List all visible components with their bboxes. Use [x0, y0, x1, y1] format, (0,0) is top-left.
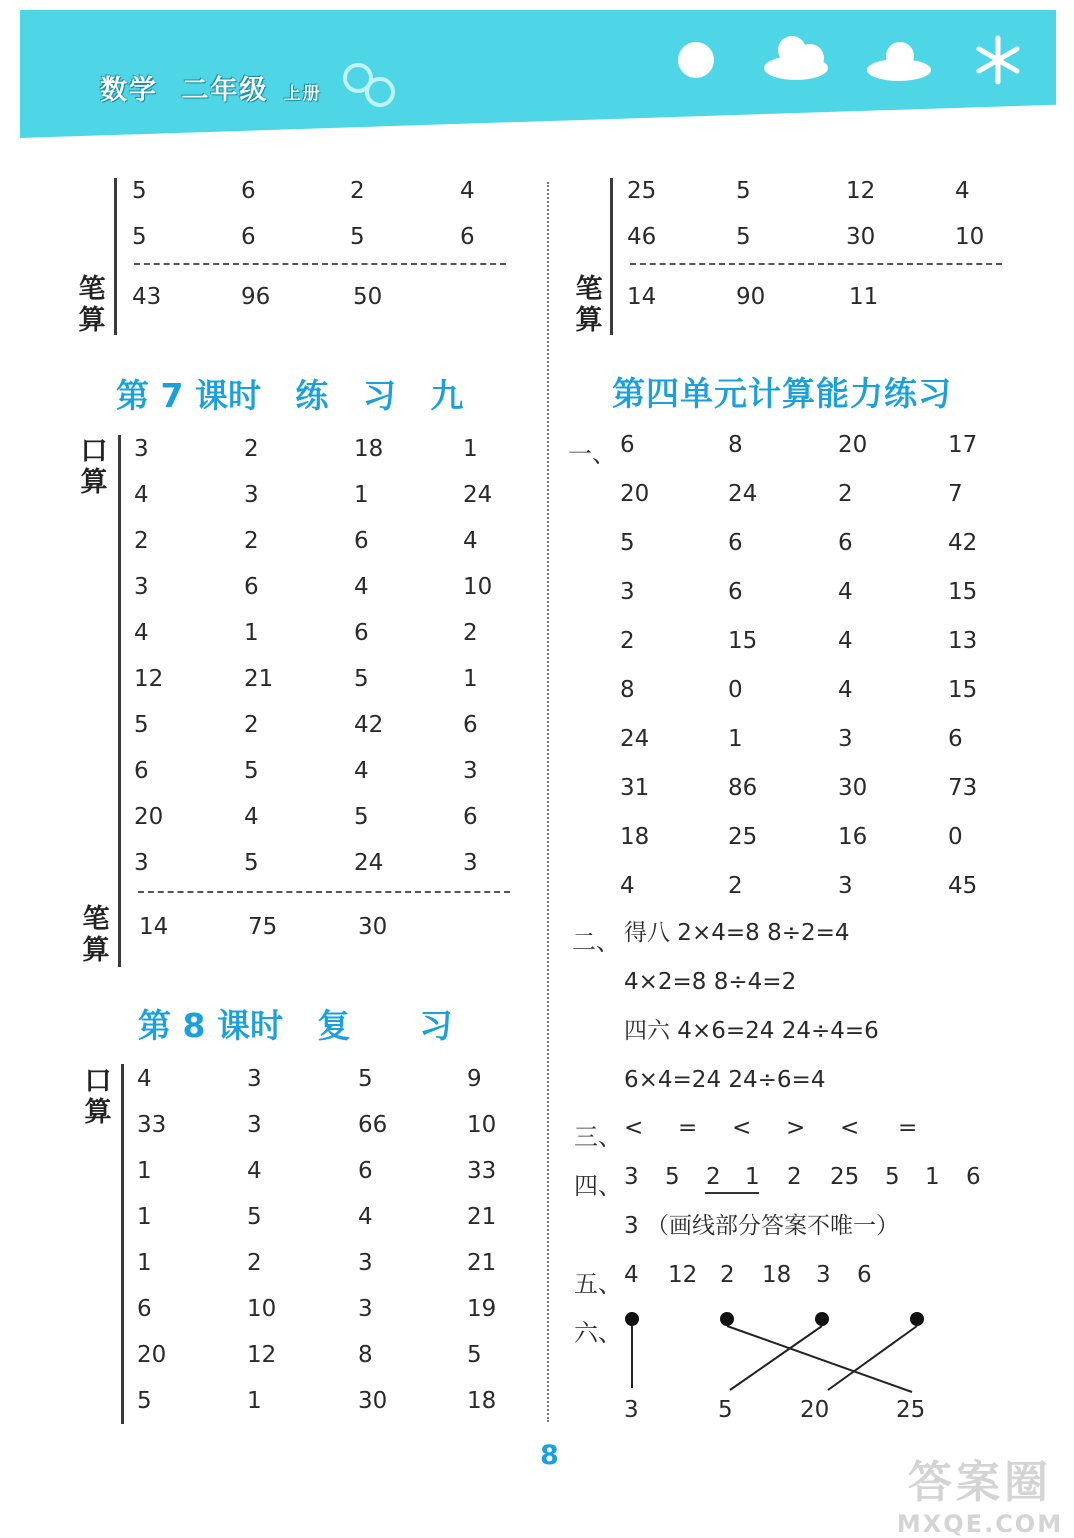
- answer-cell: 6: [241, 224, 256, 250]
- answer-cell: 3: [838, 873, 853, 899]
- answer-cell: 6: [460, 224, 475, 250]
- lesson7-bar: [118, 435, 121, 967]
- answer-cell: 3: [358, 1250, 373, 1276]
- answer-cell: 96: [241, 284, 271, 310]
- answer-cell: 24: [620, 726, 650, 752]
- answer-cell: 5: [247, 1204, 262, 1230]
- match-line: [730, 1326, 822, 1390]
- answer-cell: 5: [354, 666, 369, 692]
- answer-cell: 5: [354, 804, 369, 830]
- answer-cell: 4: [354, 758, 369, 784]
- answer-cell: 86: [728, 775, 758, 801]
- answer-cell: 10: [463, 574, 493, 600]
- left-top-dash: [134, 263, 506, 265]
- answer-cell: 2: [728, 873, 743, 899]
- answer-cell: 75: [248, 914, 278, 940]
- unit4-title: 第四单元计算能力练习: [612, 374, 952, 413]
- answer-cell: 1: [137, 1250, 152, 1276]
- volume: 上册: [283, 84, 322, 104]
- answer-cell: 30: [358, 1388, 388, 1414]
- answer-cell: 21: [467, 1204, 497, 1230]
- answer-cell: 5: [134, 712, 149, 738]
- answer-cell: 42: [354, 712, 384, 738]
- answer-cell: 8: [620, 677, 635, 703]
- answer-cell: 10: [955, 224, 985, 250]
- answer-cell: <: [732, 1115, 752, 1141]
- answer-cell: 4: [247, 1158, 262, 1184]
- q4-note: 3 （画线部分答案不唯一）: [624, 1213, 899, 1239]
- answer-cell: 66: [358, 1112, 388, 1138]
- answer-cell: 6: [948, 726, 963, 752]
- answer-cell: 24: [728, 481, 758, 507]
- answer-cell: 5: [736, 224, 751, 250]
- answer-cell: 31: [620, 775, 650, 801]
- q2-prefix: 二、: [572, 928, 620, 956]
- lesson7-dash: [138, 891, 510, 893]
- answer-cell: 1: [463, 666, 478, 692]
- answer-cell: 1: [137, 1158, 152, 1184]
- answer-cell: 4: [137, 1066, 152, 1092]
- right-top-dash: [630, 263, 1002, 265]
- answer-cell: 43: [132, 284, 162, 310]
- answer-cell: 6: [354, 620, 369, 646]
- answer-cell: 3: [244, 482, 259, 508]
- answer-cell: =: [678, 1115, 698, 1141]
- right-top-bar: [610, 178, 613, 335]
- answer-cell: 4: [358, 1204, 373, 1230]
- answer-cell: 2: [350, 178, 365, 204]
- answer-cell: 50: [353, 284, 383, 310]
- answer-cell: 25: [830, 1164, 860, 1190]
- answer-cell: 2: [244, 528, 259, 554]
- answer-cell: 6: [241, 178, 256, 204]
- answer-cell: <: [840, 1115, 860, 1141]
- answer-cell: 5: [132, 224, 147, 250]
- answer-cell: 3: [247, 1112, 262, 1138]
- watermark-text: 答案圈: [908, 1457, 1052, 1508]
- snowflake-icon: [972, 34, 1024, 86]
- answer-cell: 4: [620, 873, 635, 899]
- answer-cell: 6: [358, 1158, 373, 1184]
- answer-cell: 24: [463, 482, 493, 508]
- answer-cell: 1: [745, 1164, 760, 1190]
- answer-cell: 5: [736, 178, 751, 204]
- answer-cell: 3: [134, 436, 149, 462]
- answer-cell: 42: [948, 530, 978, 556]
- answer-cell: 18: [467, 1388, 497, 1414]
- answer-cell: 33: [467, 1158, 497, 1184]
- answer-cell: 4: [134, 620, 149, 646]
- answer-cell: 4: [244, 804, 259, 830]
- answer-cell: 7: [948, 481, 963, 507]
- answer-cell: 2: [244, 436, 259, 462]
- answer-cell: 0: [948, 824, 963, 850]
- answer-cell: 6: [966, 1164, 981, 1190]
- answer-cell: 12: [846, 178, 876, 204]
- answer-cell: 1: [137, 1204, 152, 1230]
- answer-cell: 13: [948, 628, 978, 654]
- q2-line: 得八 2×4=8 8÷2=4: [624, 920, 850, 946]
- answer-cell: 19: [467, 1296, 497, 1322]
- answer-cell: 6: [857, 1262, 872, 1288]
- answer-cell: 3: [624, 1397, 639, 1423]
- answer-cell: 5: [244, 758, 259, 784]
- answer-cell: 15: [948, 677, 978, 703]
- answer-cell: 1: [244, 620, 259, 646]
- answer-cell: 6: [137, 1296, 152, 1322]
- answer-cell: 12: [247, 1342, 277, 1368]
- written-label: 笔算: [575, 274, 603, 336]
- answer-cell: 14: [139, 914, 169, 940]
- answer-cell: 3: [463, 758, 478, 784]
- lesson8-title: 第 8 课时 复 习: [138, 1006, 453, 1045]
- answer-cell: 0: [728, 677, 743, 703]
- answer-cell: 2: [706, 1164, 721, 1190]
- answer-cell: 5: [467, 1342, 482, 1368]
- answer-cell: 6: [244, 574, 259, 600]
- answer-cell: 21: [244, 666, 274, 692]
- answer-cell: 5: [350, 224, 365, 250]
- answer-cell: 25: [728, 824, 758, 850]
- answer-cell: 3: [838, 726, 853, 752]
- match-dot: [625, 1312, 639, 1326]
- answer-cell: 3: [463, 850, 478, 876]
- lesson8-bar: [121, 1064, 124, 1424]
- answer-cell: 2: [838, 481, 853, 507]
- answer-cell: 1: [247, 1388, 262, 1414]
- answer-cell: 20: [620, 481, 650, 507]
- answer-cell: 46: [627, 224, 657, 250]
- answer-cell: 2: [720, 1262, 735, 1288]
- answer-cell: 20: [800, 1397, 830, 1423]
- answer-cell: 6: [838, 530, 853, 556]
- column-divider: [547, 182, 549, 1422]
- written-label: 笔算: [82, 904, 110, 966]
- answer-cell: 30: [838, 775, 868, 801]
- answer-cell: 6: [728, 579, 743, 605]
- answer-cell: 5: [718, 1397, 733, 1423]
- answer-cell: 2: [247, 1250, 262, 1276]
- answer-cell: 14: [627, 284, 657, 310]
- answer-cell: 24: [354, 850, 384, 876]
- answer-cell: 4: [624, 1262, 639, 1288]
- watermark-url: MXQE.COM: [896, 1510, 1064, 1538]
- answer-cell: 4: [463, 528, 478, 554]
- answer-cell: 8: [358, 1342, 373, 1368]
- answer-cell: 2: [134, 528, 149, 554]
- answer-cell: 21: [467, 1250, 497, 1276]
- answer-cell: 1: [925, 1164, 940, 1190]
- match-line: [727, 1326, 912, 1392]
- answer-cell: 4: [838, 579, 853, 605]
- answer-cell: 18: [762, 1262, 792, 1288]
- page-number: 8: [540, 1440, 559, 1471]
- answer-cell: 5: [358, 1066, 373, 1092]
- oral-label: 口算: [84, 1066, 112, 1128]
- answer-cell: 3: [620, 579, 635, 605]
- answer-cell: 9: [467, 1066, 482, 1092]
- written-label: 笔算: [78, 274, 106, 336]
- sun-icon: [674, 34, 718, 84]
- logo-icon: [340, 62, 400, 108]
- answer-cell: 5: [132, 178, 147, 204]
- answer-cell: 5: [620, 530, 635, 556]
- answer-cell: 3: [134, 850, 149, 876]
- answer-cell: 10: [247, 1296, 277, 1322]
- answer-cell: =: [898, 1115, 918, 1141]
- match-dot: [815, 1312, 829, 1326]
- answer-cell: 30: [846, 224, 876, 250]
- answer-cell: 6: [134, 758, 149, 784]
- q4-underline: [705, 1192, 759, 1194]
- answer-cell: 5: [665, 1164, 680, 1190]
- answer-cell: 3: [134, 574, 149, 600]
- answer-cell: 2: [463, 620, 478, 646]
- answer-cell: 3: [358, 1296, 373, 1322]
- match-dot: [910, 1312, 924, 1326]
- answer-cell: 20: [134, 804, 164, 830]
- answer-cell: 6: [354, 528, 369, 554]
- answer-cell: 3: [247, 1066, 262, 1092]
- answer-cell: 1: [728, 726, 743, 752]
- answer-cell: 3: [624, 1164, 639, 1190]
- answer-cell: 8: [728, 432, 743, 458]
- answer-cell: 4: [838, 677, 853, 703]
- answer-cell: 10: [467, 1112, 497, 1138]
- answer-cell: 17: [948, 432, 978, 458]
- answer-cell: <: [624, 1115, 644, 1141]
- answer-cell: 4: [955, 178, 970, 204]
- subject: 数学: [100, 75, 158, 106]
- answer-cell: 4: [354, 574, 369, 600]
- answer-cell: 18: [354, 436, 384, 462]
- left-top-bar: [114, 178, 117, 335]
- header-title: [100, 68, 322, 107]
- q4-prefix: 四、: [574, 1172, 622, 1200]
- answer-cell: 2: [787, 1164, 802, 1190]
- q1-prefix: 一、: [568, 440, 616, 468]
- answer-cell: 2: [620, 628, 635, 654]
- answer-cell: 20: [137, 1342, 167, 1368]
- q5-prefix: 五、: [574, 1270, 622, 1298]
- answer-cell: 16: [838, 824, 868, 850]
- cloudy-icon: [762, 34, 834, 86]
- answer-cell: >: [786, 1115, 806, 1141]
- q2-line: 四六 4×6=24 24÷4=6: [624, 1018, 879, 1044]
- answer-cell: 30: [358, 914, 388, 940]
- answer-cell: 6: [620, 432, 635, 458]
- answer-cell: 1: [354, 482, 369, 508]
- answer-cell: 12: [134, 666, 164, 692]
- watermark: [890, 1446, 1070, 1538]
- grade: 二年级: [181, 75, 269, 106]
- lesson7-title: 第 7 课时 练 习 九: [116, 376, 464, 415]
- answer-cell: 4: [838, 628, 853, 654]
- q2-line: 6×4=24 24÷6=4: [624, 1067, 826, 1093]
- answer-cell: 5: [885, 1164, 900, 1190]
- match-dot: [720, 1312, 734, 1326]
- answer-cell: 90: [736, 284, 766, 310]
- answer-cell: 6: [728, 530, 743, 556]
- answer-cell: 4: [134, 482, 149, 508]
- answer-cell: 12: [668, 1262, 698, 1288]
- answer-cell: 15: [948, 579, 978, 605]
- answer-cell: 18: [620, 824, 650, 850]
- answer-cell: 25: [896, 1397, 926, 1423]
- cloud-icon: [864, 34, 934, 86]
- answer-cell: 45: [948, 873, 978, 899]
- q3-prefix: 三、: [574, 1123, 622, 1151]
- answer-cell: 5: [244, 850, 259, 876]
- answer-cell: 1: [463, 436, 478, 462]
- q2-line: 4×2=8 8÷4=2: [624, 969, 797, 995]
- answer-cell: 25: [627, 178, 657, 204]
- answer-cell: 2: [244, 712, 259, 738]
- q6-prefix: 六、: [574, 1319, 622, 1347]
- answer-cell: 20: [838, 432, 868, 458]
- answer-cell: 6: [463, 804, 478, 830]
- answer-cell: 33: [137, 1112, 167, 1138]
- oral-label: 口算: [80, 436, 108, 498]
- answer-cell: 3: [816, 1262, 831, 1288]
- match-line: [828, 1326, 917, 1390]
- q6-matching-lines: [600, 1300, 940, 1400]
- answer-cell: 4: [460, 178, 475, 204]
- answer-cell: 6: [463, 712, 478, 738]
- answer-cell: 5: [137, 1388, 152, 1414]
- answer-cell: 73: [948, 775, 978, 801]
- answer-cell: 11: [849, 284, 879, 310]
- answer-cell: 15: [728, 628, 758, 654]
